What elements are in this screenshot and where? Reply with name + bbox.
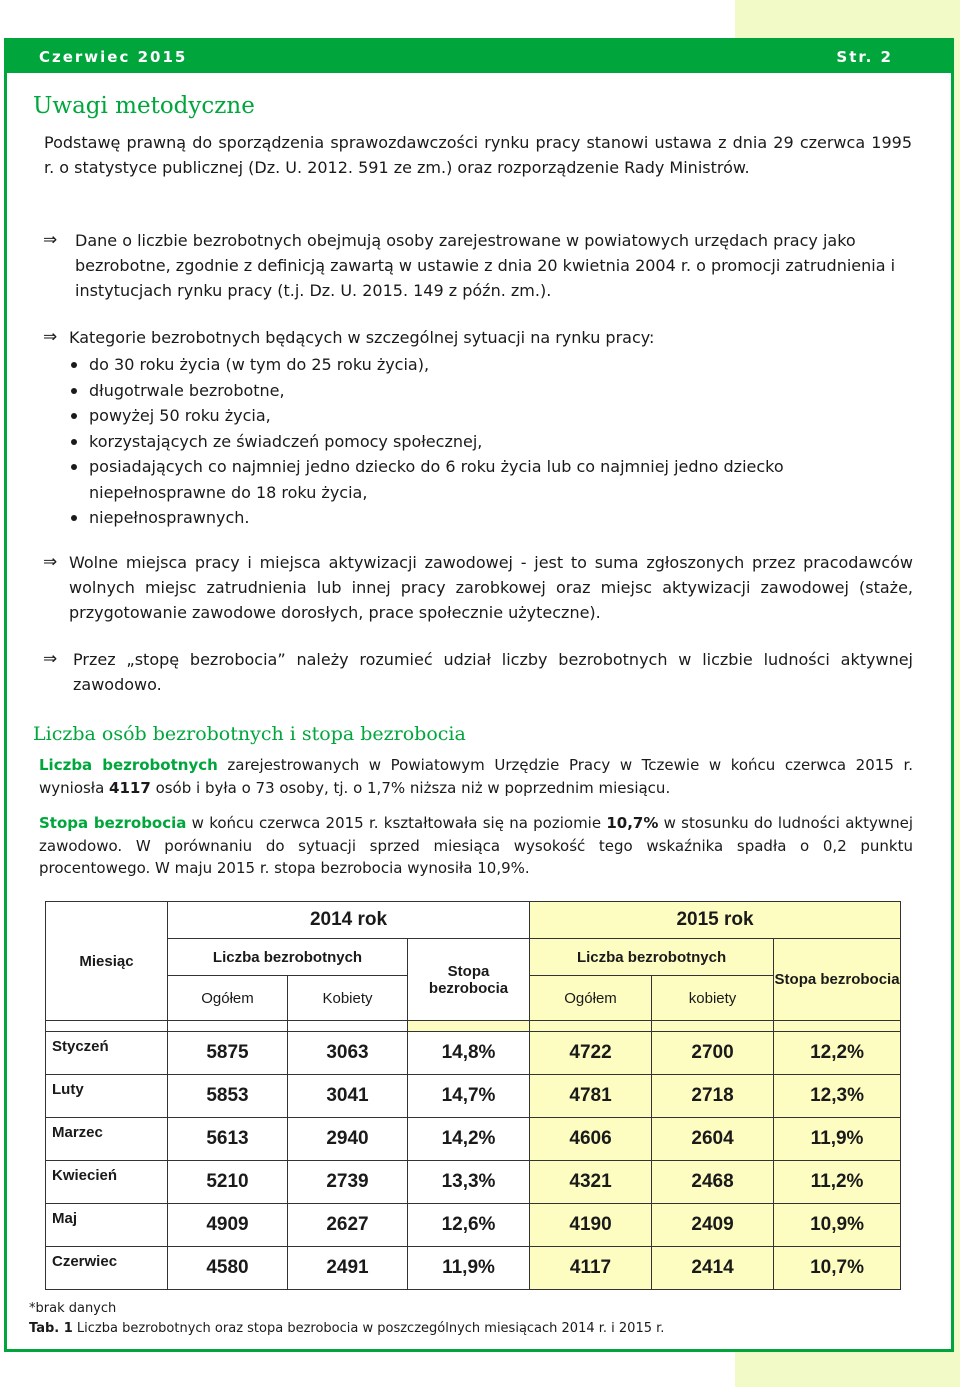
paragraph-unemployed-count: Liczba bezrobotnych zarejestrowanych w Powiatowym Urzędzie Pracy w Tczewie w końcu czerwca 2015 r. wyniosła 4117 osób i była o 73 osoby, tj. o 1,7% niższa niż w poprzednim miesiącu. <box>39 756 913 797</box>
table-row <box>46 1204 901 1247</box>
table-gap-row <box>46 1021 901 1032</box>
women-2014-cell: 2739 <box>288 1161 408 1204</box>
rate-2015-cell: 10,9% <box>774 1204 901 1247</box>
rate-2014-cell: 14,8% <box>408 1032 530 1075</box>
year-header-2015: 2015 rok <box>530 902 901 939</box>
total-2014-cell: 4909 <box>168 1204 288 1247</box>
bullet-icon <box>71 515 77 521</box>
total-2015-cell: 4606 <box>530 1118 652 1161</box>
women-2015-cell: 2604 <box>652 1118 774 1161</box>
table-row <box>46 1032 901 1075</box>
total-header-2014: Ogółem <box>168 976 288 1021</box>
total-2015-cell: 4117 <box>530 1247 652 1290</box>
header-bar <box>7 41 951 73</box>
highlight-label: Stopa bezrobocia <box>39 814 187 832</box>
highlight-number: 10,7% <box>606 814 659 832</box>
rate-2015-cell: 11,2% <box>774 1161 901 1204</box>
rate-2015-cell: 11,9% <box>774 1118 901 1161</box>
paragraph-unemployment-rate: Stopa bezrobocia w końcu czerwca 2015 r. kształtowała się na poziomie 10,7% w stosunku do ludności aktywnej zawodowo. W porównaniu do sytuacji sprzed miesiąca wysokość tego wskaźnika spadła o 0,2 punktu procentowego. W maju 2015 r. stopa bezrobocia wynosiła 10,9%. <box>39 814 914 877</box>
header-date: Czerwiec 2015 <box>39 48 188 66</box>
women-2014-cell: 3041 <box>288 1075 408 1118</box>
month-cell: Luty <box>46 1075 168 1118</box>
year-header-2014: 2014 rok <box>168 902 530 939</box>
total-2014-cell: 5613 <box>168 1118 288 1161</box>
list-item: do 30 roku życia (w tym do 25 roku życia), <box>69 352 899 378</box>
table-row <box>46 1118 901 1161</box>
table-caption: Tab. 1 Liczba bezrobotnych oraz stopa bezrobocia w poszczególnych miesiącach 2014 r. i 2015 r. <box>29 1321 665 1336</box>
women-2015-cell: 2409 <box>652 1204 774 1247</box>
rate-2014-cell: 14,7% <box>408 1075 530 1118</box>
bullet-icon <box>71 464 77 470</box>
women-2014-cell: 3063 <box>288 1032 408 1075</box>
bullet-icon <box>71 413 77 419</box>
paragraph-vacancies: Wolne miejsca pracy i miejsca aktywizacji zawodowej - jest to suma zgłoszonych przez pracodawców wolnych miejsc zatrudnienia lub innej pracy zarobkowej oraz miejsc aktywizacji zawodowej (staże, przygotowanie zawodowe dorosłych, prace społecznie użyteczne). <box>69 553 913 622</box>
footnote-no-data: *brak danych <box>29 1301 117 1316</box>
total-2015-cell: 4722 <box>530 1032 652 1075</box>
total-2015-cell: 4781 <box>530 1075 652 1118</box>
total-2015-cell: 4190 <box>530 1204 652 1247</box>
paragraph-rate-definition: Przez „stopę bezrobocia” należy rozumieć udział liczby bezrobotnych w liczbie ludności aktywnej zawodowo. <box>73 650 913 694</box>
women-2015-cell: 2718 <box>652 1075 774 1118</box>
count-header-2015: Liczba bezrobotnych <box>530 939 774 976</box>
list-item: posiadających co najmniej jedno dziecko do 6 roku życia lub co najmniej jedno dziecko niepełnosprawne do 18 roku życia, <box>69 454 899 505</box>
total-header-2015: Ogółem <box>530 976 652 1021</box>
rate-2015-cell: 12,2% <box>774 1032 901 1075</box>
month-header: Miesiąc <box>46 902 168 1021</box>
table-row <box>46 1247 901 1290</box>
women-2015-cell: 2414 <box>652 1247 774 1290</box>
list-item: niepełnosprawnych. <box>69 505 899 531</box>
list-item: powyżej 50 roku życia, <box>69 403 899 429</box>
month-cell: Marzec <box>46 1118 168 1161</box>
list-item: długotrwale bezrobotne, <box>69 378 899 404</box>
month-cell: Styczeń <box>46 1032 168 1075</box>
section-title-unemployment: Liczba osób bezrobotnych i stopa bezrobocia <box>33 723 466 745</box>
header-page-number: Str. 2 <box>836 48 893 66</box>
total-2014-cell: 5853 <box>168 1075 288 1118</box>
paragraph-unemployed-definition: Dane o liczbie bezrobotnych obejmują osoby zarejestrowane w powiatowych urzędach pracy jako bezrobotne, zgodnie z definicją zawartą w ustawie z dnia 20 kwietnia 2004 r. o promocji zatrudnienia i instytucjach rynku pracy (t.j. Dz. U. 2015. 149 z późn. zm.). <box>75 231 896 300</box>
rate-2014-cell: 14,2% <box>408 1118 530 1161</box>
arrow-icon: ⇒ <box>43 327 58 347</box>
rate-2014-cell: 12,6% <box>408 1204 530 1247</box>
bullet-icon <box>71 439 77 445</box>
intro-paragraph: Podstawę prawną do sporządzenia sprawozdawczości rynku pracy stanowi ustawa z dnia 29 czerwca 1995 r. o statystyce publicznej (Dz. U. 2012. 591 ze zm.) oraz rozporządzenie Rady Ministrów. <box>44 133 912 177</box>
total-2014-cell: 5210 <box>168 1161 288 1204</box>
paragraph-categories: Kategorie bezrobotnych będących w szczególnej sytuacji na rynku pracy: <box>69 328 655 347</box>
rate-2014-cell: 11,9% <box>408 1247 530 1290</box>
section-title-methodology: Uwagi metodyczne <box>33 93 255 119</box>
list-item: korzystających ze świadczeń pomocy społecznej, <box>69 429 899 455</box>
arrow-icon: ⇒ <box>43 552 58 572</box>
women-header-2015: kobiety <box>652 976 774 1021</box>
total-2014-cell: 4580 <box>168 1247 288 1290</box>
rate-header-2014: Stopa bezrobocia <box>408 939 530 1021</box>
categories-list <box>69 352 899 531</box>
count-header-2014: Liczba bezrobotnych <box>168 939 408 976</box>
total-2014-cell: 5875 <box>168 1032 288 1075</box>
women-2015-cell: 2700 <box>652 1032 774 1075</box>
bullet-icon <box>71 362 77 368</box>
rate-2014-cell: 13,3% <box>408 1161 530 1204</box>
total-2015-cell: 4321 <box>530 1161 652 1204</box>
rate-header-2015: Stopa bezrobocia <box>774 939 901 1021</box>
month-cell: Maj <box>46 1204 168 1247</box>
women-2015-cell: 2468 <box>652 1161 774 1204</box>
table-row <box>46 1075 901 1118</box>
bullet-icon <box>71 388 77 394</box>
rate-2015-cell: 10,7% <box>774 1247 901 1290</box>
women-header-2014: Kobiety <box>288 976 408 1021</box>
rate-2015-cell: 12,3% <box>774 1075 901 1118</box>
caption-label: Tab. 1 <box>29 1321 73 1336</box>
table-row <box>46 1161 901 1204</box>
highlight-label: Liczba bezrobotnych <box>39 756 218 774</box>
unemployment-table <box>45 901 901 1290</box>
month-cell: Kwiecień <box>46 1161 168 1204</box>
highlight-number: 4117 <box>109 778 151 797</box>
arrow-icon: ⇒ <box>43 649 58 669</box>
month-cell: Czerwiec <box>46 1247 168 1290</box>
arrow-icon: ⇒ <box>43 230 58 250</box>
women-2014-cell: 2627 <box>288 1204 408 1247</box>
women-2014-cell: 2491 <box>288 1247 408 1290</box>
document-page <box>4 38 954 1352</box>
women-2014-cell: 2940 <box>288 1118 408 1161</box>
